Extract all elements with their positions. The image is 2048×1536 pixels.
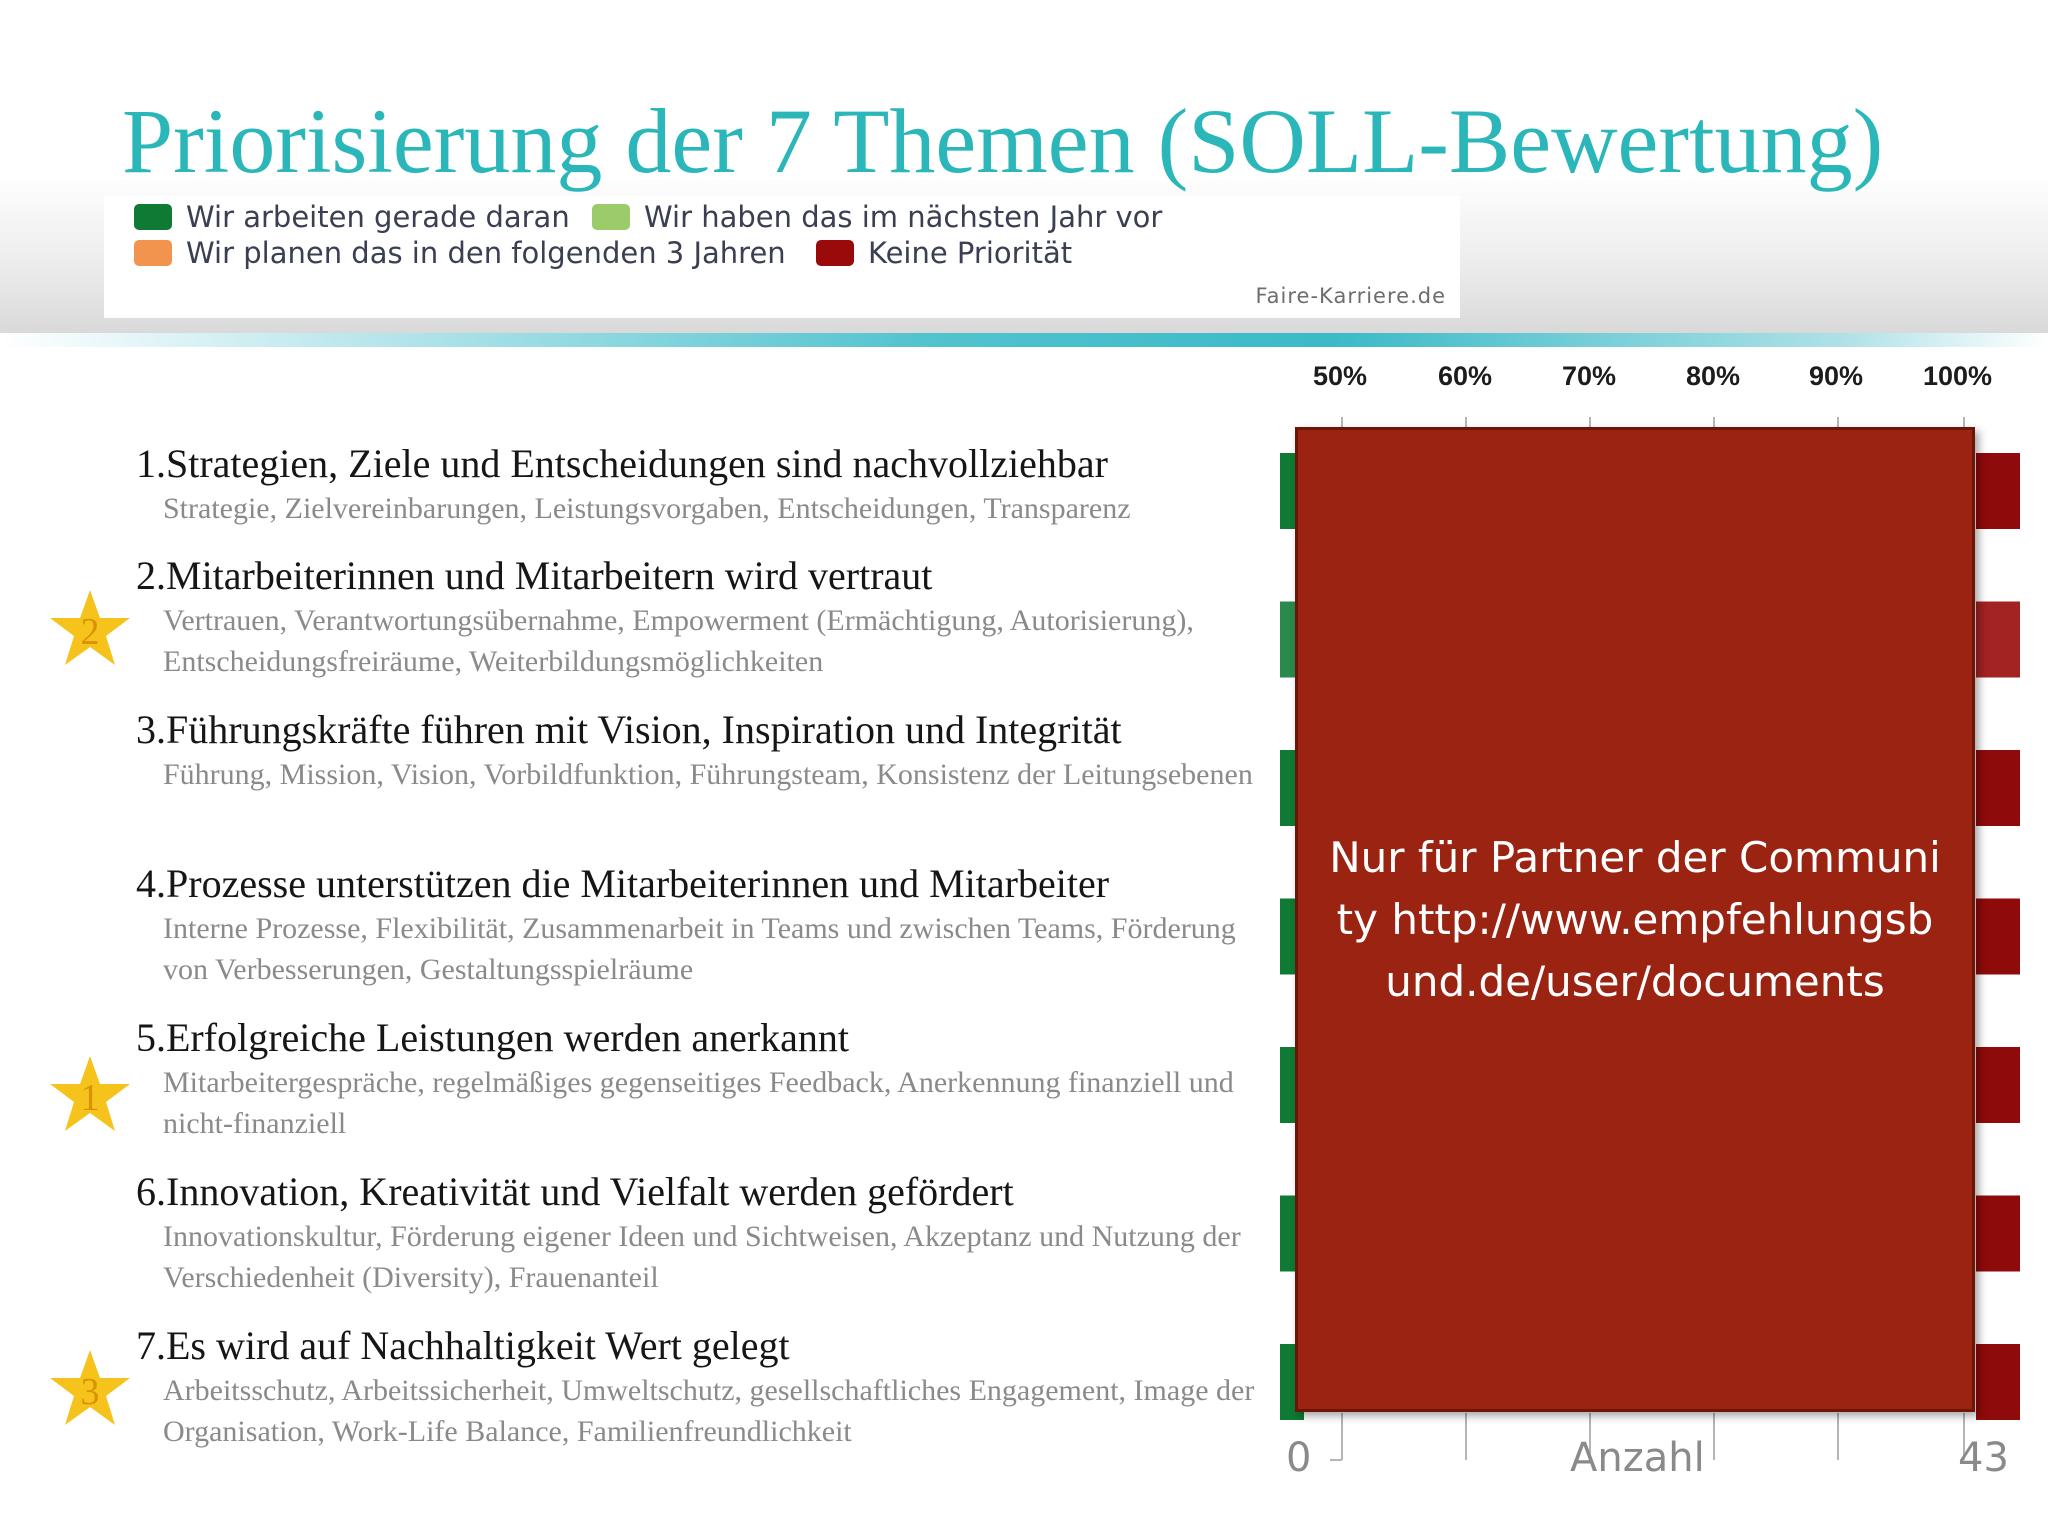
legend-swatch-dark-red (816, 240, 854, 266)
legend-item-next-year (592, 200, 1162, 234)
bar-segment-end (1976, 453, 2020, 529)
priority-rank: 3 (80, 1371, 100, 1413)
legend-label: Wir arbeiten gerade daran (186, 200, 570, 234)
bar-segment-end (1976, 1344, 2020, 1420)
top-axis-tick-label: 80% (1686, 361, 1741, 391)
priority-star-icon (48, 1054, 132, 1134)
priority-rank: 2 (80, 611, 100, 653)
legend-item-working (134, 200, 570, 234)
topic-item (136, 1322, 1256, 1452)
topic-title: 6.Innovation, Kreativität und Vielfalt werden gefördert (136, 1169, 1014, 1214)
legend-label: Wir haben das im nächsten Jahr vor (644, 200, 1163, 234)
bottom-axis-title: Anzahl (1570, 1435, 1705, 1481)
legend-swatch-orange (134, 240, 172, 266)
legend-label: Wir planen das in den folgenden 3 Jahren (186, 236, 786, 270)
topic-description: Arbeitsschutz, Arbeitssicherheit, Umweltschutz, gesellschaftliches Engagement, Image der Organisation, Work-Life Balance, Familienfreundlichkeit (163, 1374, 1255, 1448)
topic-item (136, 706, 1256, 795)
topic-description: Interne Prozesse, Flexibilität, Zusammenarbeit in Teams und zwischen Teams, Förderung von Verbesserungen, Gestaltungsspielräume (163, 912, 1236, 986)
bar-segment-end (1976, 899, 2020, 975)
bar-segment-end (1976, 750, 2020, 826)
topic-item (136, 1014, 1256, 1144)
topic-title: 4.Prozesse unterstützen die Mitarbeiterinnen und Mitarbeiter (136, 861, 1110, 906)
legend-source: Faire-Karriere.de (1255, 284, 1446, 308)
topic-description: Innovationskultur, Förderung eigener Ideen und Sichtweisen, Akzeptanz und Nutzung der Verschiedenheit (Diversity), Frauenanteil (163, 1220, 1241, 1294)
legend-swatch-dark-green (134, 204, 172, 230)
topic-title: 7.Es wird auf Nachhaltigkeit Wert gelegt (136, 1323, 790, 1368)
top-axis-tick-label: 50% (1313, 361, 1368, 391)
topic-description: Vertrauen, Verantwortungsübernahme, Empowerment (Ermächtigung, Autorisierung), Entscheidungsfreiräume, Weiterbildungsmöglichkeiten (163, 604, 1194, 678)
bottom-axis-max-label: 43 (1958, 1435, 2009, 1481)
topic-description: Strategie, Zielvereinbarungen, Leistungsvorgaben, Entscheidungen, Transparenz (163, 492, 1131, 525)
chart-legend (104, 196, 1460, 318)
topic-title: 3.Führungskräfte führen mit Vision, Inspiration und Integrität (136, 707, 1122, 752)
bar-segment-end (1976, 602, 2020, 678)
topic-item (136, 860, 1256, 990)
topic-description: Führung, Mission, Vision, Vorbildfunktion, Führungsteam, Konsistenz der Leitungsebenen (163, 758, 1253, 791)
topic-item (136, 440, 1256, 529)
priority-star-icon (48, 1348, 132, 1428)
topic-item (136, 1168, 1256, 1298)
topic-item (136, 552, 1256, 682)
partner-only-overlay (1295, 427, 1975, 1412)
header-accent-line (0, 333, 2048, 347)
bottom-axis-min-label: 0 (1286, 1435, 1312, 1481)
bar-segment-end (1976, 1047, 2020, 1123)
legend-swatch-light-green (592, 204, 630, 230)
bar-segment-end (1976, 1196, 2020, 1272)
slide-title: Priorisierung der 7 Themen (SOLL-Bewertung) (122, 90, 1884, 192)
priority-star-icon (48, 588, 132, 668)
topic-title: 2.Mitarbeiterinnen und Mitarbeitern wird vertraut (136, 553, 933, 598)
top-axis-tick-label: 100% (1923, 361, 1993, 391)
top-axis-tick-label: 90% (1809, 361, 1864, 391)
priority-rank: 1 (80, 1077, 100, 1119)
top-axis-tick-label: 60% (1438, 361, 1493, 391)
legend-label: Keine Priorität (868, 236, 1073, 270)
topic-title: 5.Erfolgreiche Leistungen werden anerkannt (136, 1015, 850, 1060)
topic-title: 1.Strategien, Ziele und Entscheidungen sind nachvollziehbar (136, 441, 1108, 486)
topic-description: Mitarbeitergespräche, regelmäßiges gegenseitiges Feedback, Anerkennung finanziell und nicht-finanziell (163, 1066, 1234, 1140)
partner-only-notice: Nur für Partner der Community http://www.empfehlungsbund.de/user/documents (1329, 832, 1941, 1006)
legend-item-no-priority (816, 236, 1072, 270)
legend-item-three-years (134, 236, 786, 270)
top-axis-tick-label: 70% (1562, 361, 1617, 391)
